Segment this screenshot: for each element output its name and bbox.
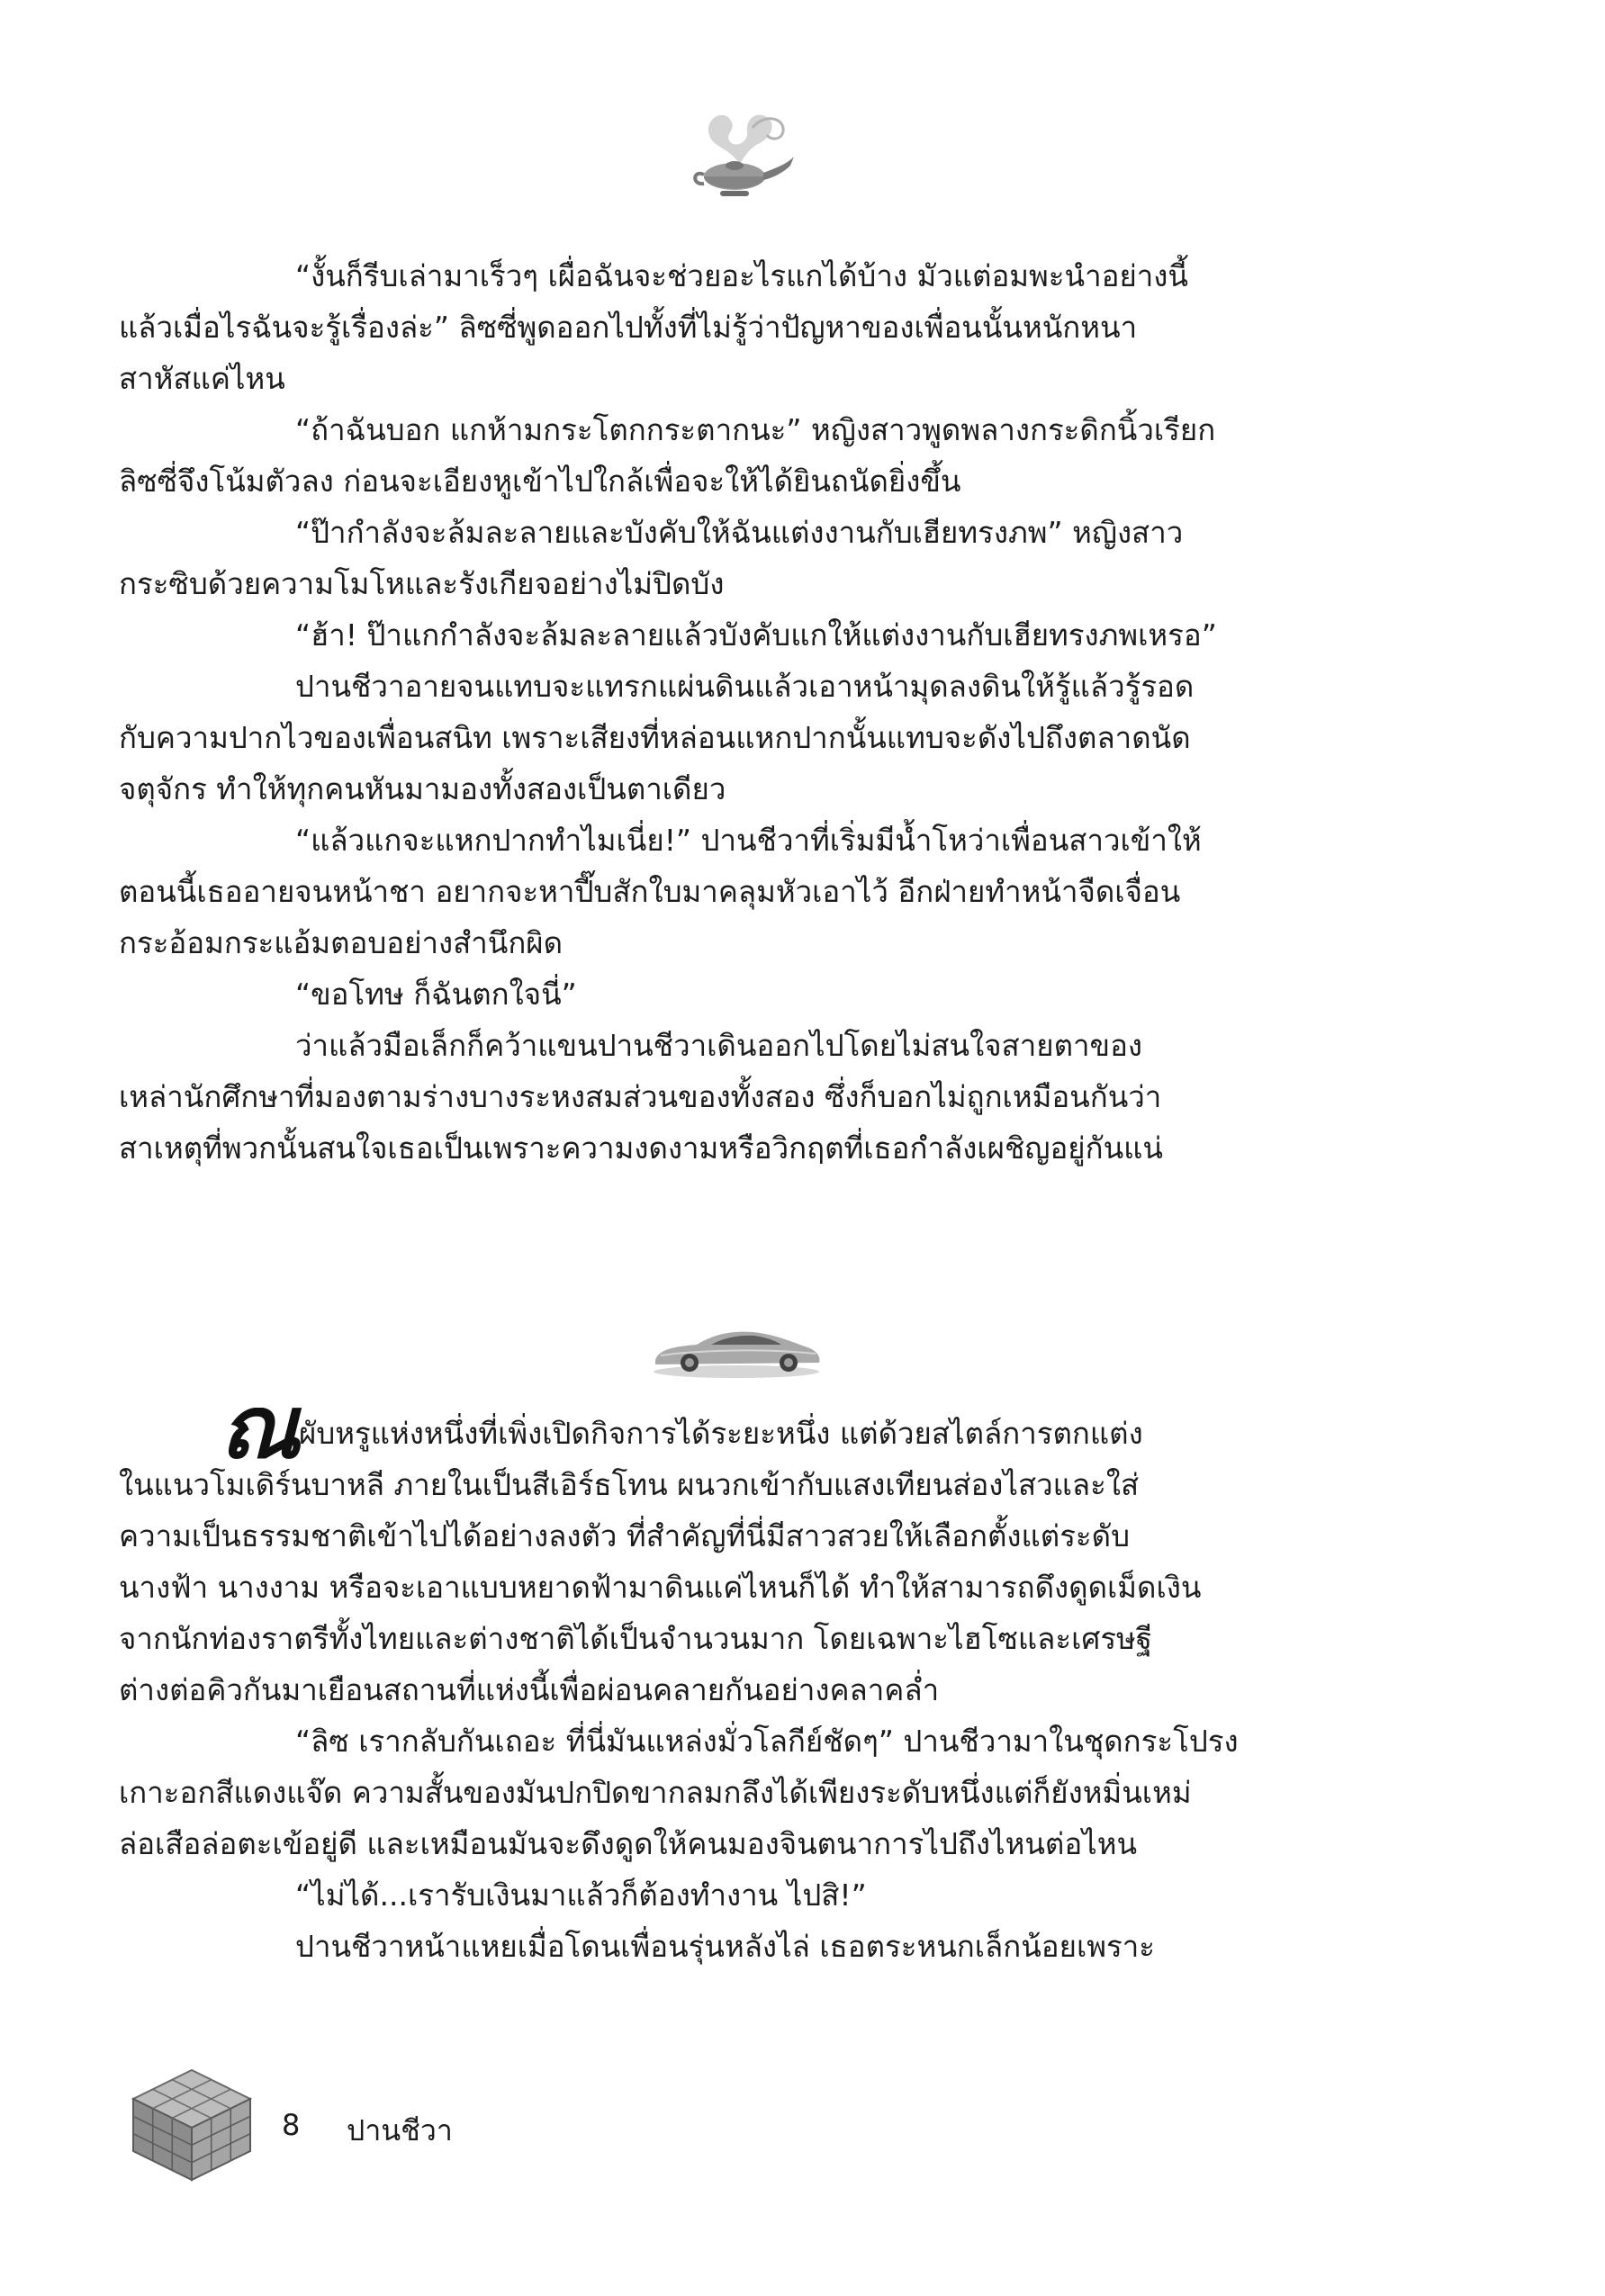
paragraph-line: นางฟ้า นางงาม หรือจะเอาแบบหยาดฟ้ามาดินแค่ไหนก็ได้ ทำให้สามารถดึงดูดเม็ดเงิน xyxy=(119,1570,1202,1605)
paragraph-line: สาหัสแค่ไหน xyxy=(119,361,285,396)
paragraph-line: จากนักท่องราตรีทั้งไทยและต่างชาติได้เป็นจำนวนมาก โดยเฉพาะไฮโซและเศรษฐี xyxy=(119,1621,1153,1656)
section-1-text xyxy=(119,250,1330,1174)
paragraph-line: ตอนนี้เธออายจนหน้าชา อยากจะหาปี๊บสักใบมาคลุมหัวเอาไว้ อีกฝ่ายทำหน้าจืดเจื่อน xyxy=(119,874,1181,909)
paragraph-line: “ขอโทษ ก็ฉันตกใจนี่” xyxy=(295,977,577,1012)
car-icon xyxy=(646,1316,826,1381)
genie-lamp-icon xyxy=(677,101,803,207)
paragraph-line: ความเป็นธรรมชาติเข้าไปได้อย่างลงตัว ที่สำคัญที่นี่มีสาวสวยให้เลือกตั้งแต่ระดับ xyxy=(119,1518,1131,1553)
paragraph-line-text: ผับหรูแห่งหนึ่งที่เพิ่งเปิดกิจการได้ระยะหนึ่ง แต่ด้วยสไตล์การตกแต่ง xyxy=(299,1416,1143,1451)
drop-cap: ณ xyxy=(220,1408,301,1459)
paragraph-line: “ฮ้า! ป๊าแกกำลังจะล้มละลายแล้วบังคับแกให้แต่งงานกับเฮียทรงภพเหรอ” xyxy=(295,617,1217,653)
paragraph-line: ในแนวโมเดิร์นบาหลี ภายในเป็นสีเอิร์ธโทน ผนวกเข้ากับแสงเทียนส่องไสวและใส่ xyxy=(119,1467,1140,1502)
paragraph-line: “ป๊ากำลังจะล้มละลายและบังคับให้ฉันแต่งงานกับเฮียทรงภพ” หญิงสาว xyxy=(295,515,1184,550)
section-2-text xyxy=(119,1408,1330,1972)
paragraph-line: ลิซซี่จึงโน้มตัวลง ก่อนจะเอียงหูเข้าไปใกล้เพื่อจะให้ได้ยินถนัดยิ่งขึ้น xyxy=(119,464,961,499)
page-number: 8 xyxy=(282,2108,301,2142)
paragraph-line: เหล่านักศึกษาที่มองตามร่างบางระหงสมส่วนของทั้งสอง ซึ่งก็บอกไม่ถูกเหมือนกันว่า xyxy=(119,1079,1162,1114)
paragraph-line: สาเหตุที่พวกนั้นสนใจเธอเป็นเพราะความงดงามหรือวิกฤตที่เธอกำลังเผชิญอยู่กันแน่ xyxy=(119,1130,1163,1166)
paragraph-line: กระอ้อมกระแอ้มตอบอย่างสำนึกผิด xyxy=(119,925,564,960)
paragraph-line: “ลิซ เรากลับกันเถอะ ที่นี่มันแหล่งมั่วโลกีย์ชัดๆ” ปานชีวามาในชุดกระโปรง xyxy=(295,1724,1239,1759)
book-title: ปานชีวา xyxy=(347,2113,453,2147)
paragraph-line: “ถ้าฉันบอก แกห้ามกระโตกกระตากนะ” หญิงสาวพูดพลางกระดิกนิ้วเรียก xyxy=(295,412,1216,447)
paragraph-line: ล่อเสือล่อตะเข้อยู่ดี และเหมือนมันจะดึงดูดให้คนมองจินตนาการไปถึงไหนต่อไหน xyxy=(119,1826,1138,1861)
paragraph-line: เกาะอกสีแดงแจ๊ด ความสั้นของมันปกปิดขากลมกลึงได้เพียงระดับหนึ่งแต่ก็ยังหมิ่นเหม่ xyxy=(119,1775,1192,1810)
paragraph-line: กระซิบด้วยความโมโหและรังเกียจอย่างไม่ปิดบัง xyxy=(119,566,725,601)
paragraph-line: ปานชีวาอายจนแทบจะแทรกแผ่นดินแล้วเอาหน้ามุดลงดินให้รู้แล้วรู้รอด xyxy=(295,669,1195,704)
paragraph-line: “แล้วแกจะแหกปากทำไมเนี่ย!” ปานชีวาที่เริ่มมีน้ำโหว่าเพื่อนสาวเข้าให้ xyxy=(295,823,1202,858)
paragraph-line: ต่างต่อคิวกันมาเยือนสถานที่แห่งนี้เพื่อผ่อนคลายกันอย่างคลาคล่ำ xyxy=(119,1672,940,1707)
paragraph-line: กับความปากไวของเพื่อนสนิท เพราะเสียงที่หล่อนแหกปากนั้นแทบจะดังไปถึงตลาดนัด xyxy=(119,720,1191,755)
paragraph-first-line xyxy=(119,1408,1330,1459)
rubiks-cube-icon xyxy=(124,2063,259,2185)
paragraph-line: ปานชีวาหน้าแหยเมื่อโดนเพื่อนรุ่นหลังไล่ เธอตระหนกเล็กน้อยเพราะ xyxy=(295,1929,1155,1964)
paragraph-line: จตุจักร ทำให้ทุกคนหันมามองทั้งสองเป็นตาเดียว xyxy=(119,771,726,806)
paragraph-line: “งั้นก็รีบเล่ามาเร็วๆ เผื่อฉันจะช่วยอะไรแกได้บ้าง มัวแต่อมพะนำอย่างนี้ xyxy=(295,258,1188,293)
paragraph-line: แล้วเมื่อไรฉันจะรู้เรื่องล่ะ” ลิซซี่พูดออกไปทั้งที่ไม่รู้ว่าปัญหาของเพื่อนนั้นหนักหนา xyxy=(119,310,1138,345)
paragraph-line: “ไม่ได้...เรารับเงินมาแล้วก็ต้องทำงาน ไปสิ!” xyxy=(295,1877,867,1913)
paragraph-line: ว่าแล้วมือเล็กก็คว้าแขนปานชีวาเดินออกไปโดยไม่สนใจสายตาของ xyxy=(295,1028,1143,1063)
